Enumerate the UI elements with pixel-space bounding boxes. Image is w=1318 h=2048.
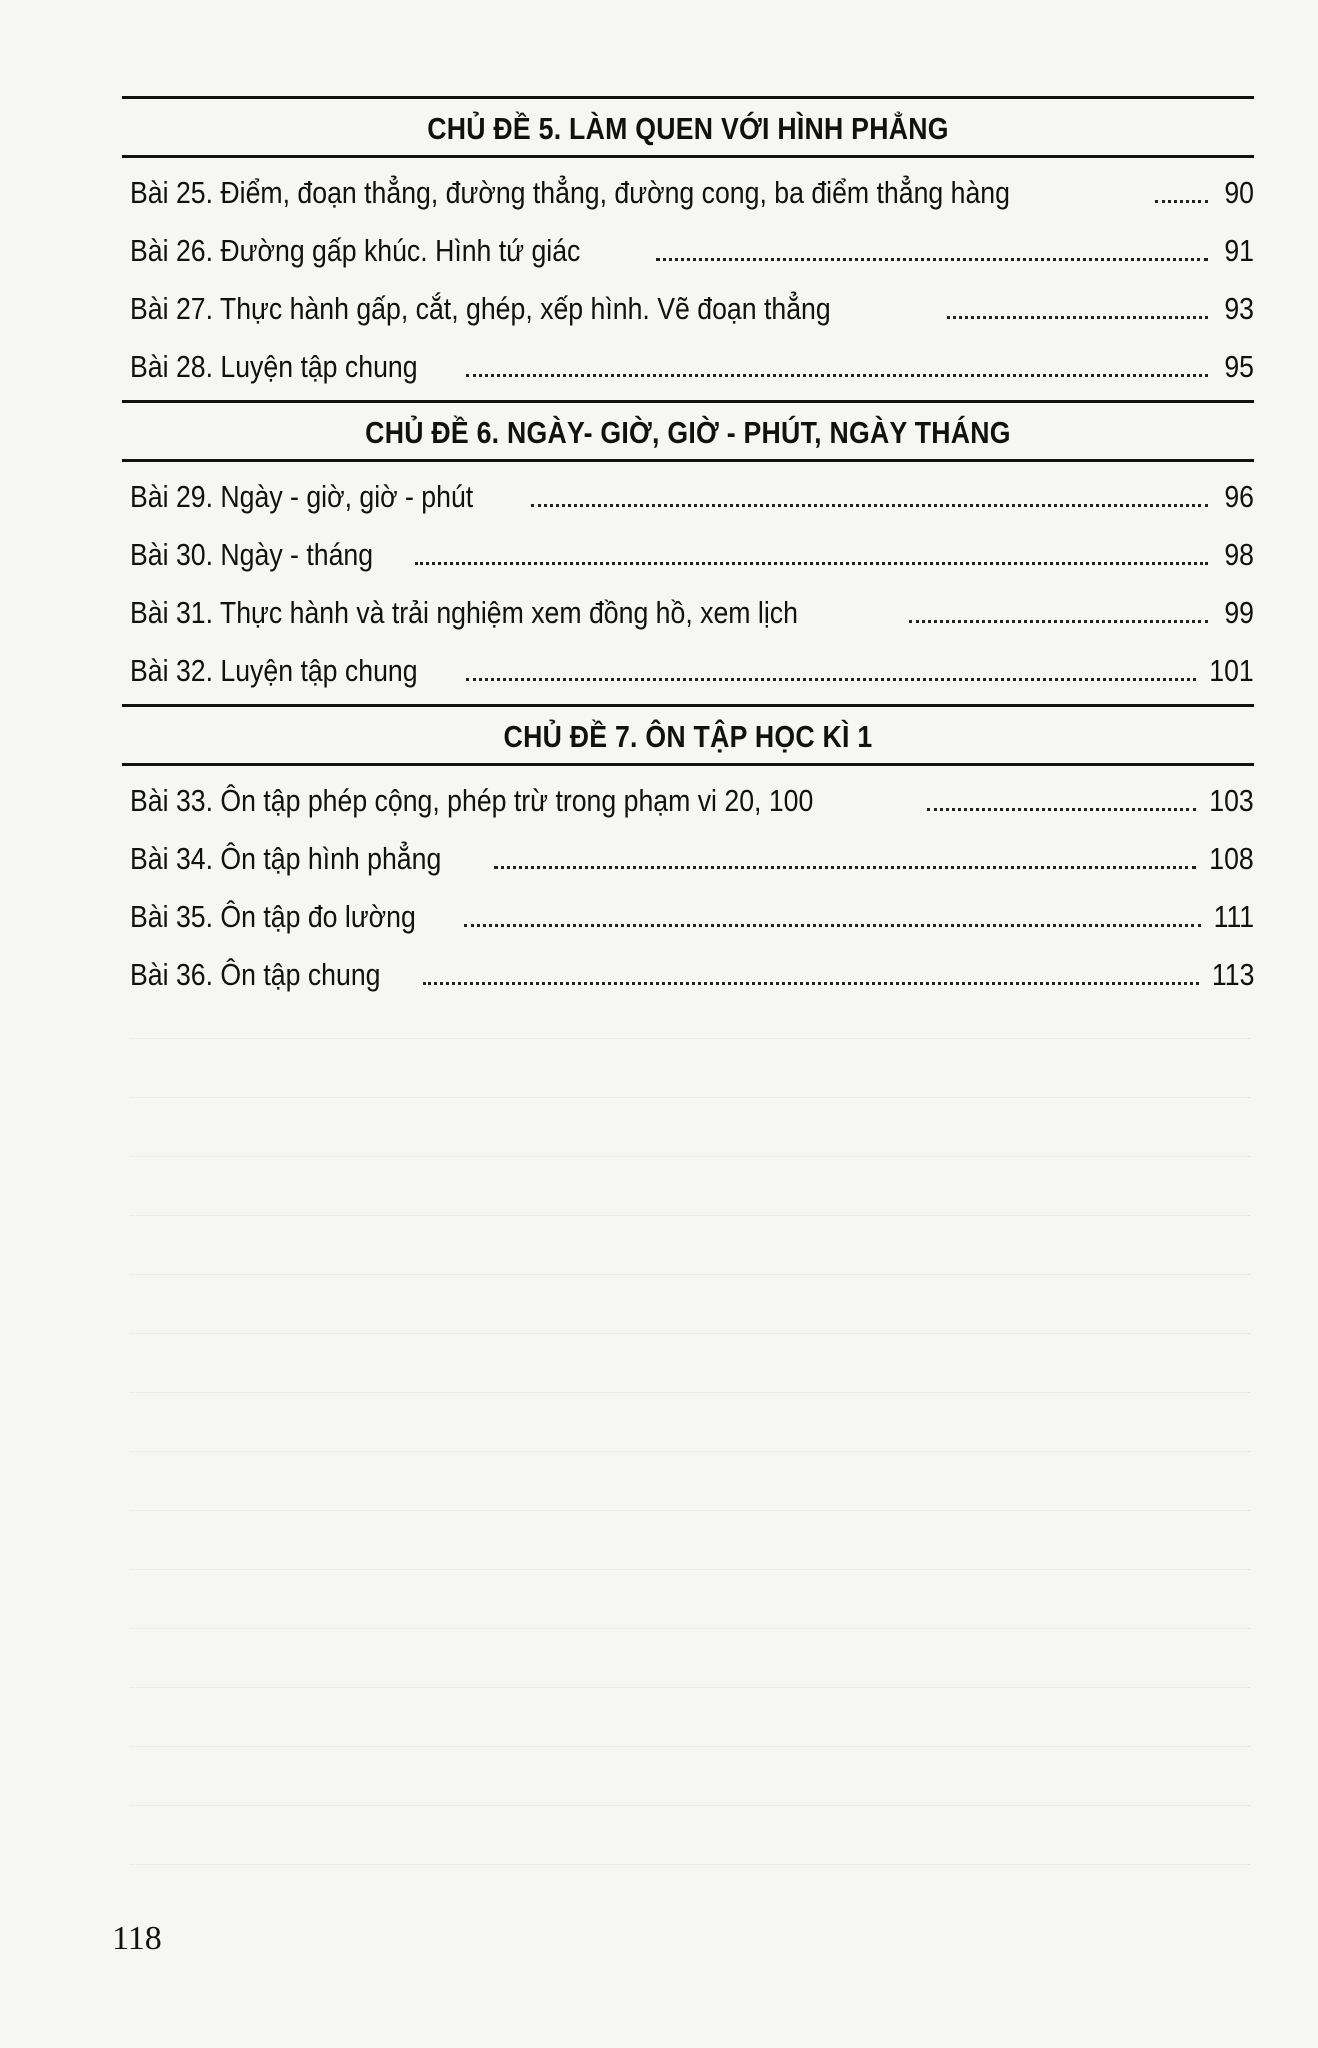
section-heading: CHỦ ĐỀ 7. ÔN TẬP HỌC KÌ 1 xyxy=(503,719,873,754)
toc-entry-title: Bài 32. Luyện tập chung xyxy=(130,653,418,688)
dot-leader xyxy=(466,374,1208,377)
dot-leader xyxy=(531,504,1208,507)
toc-entry[interactable] xyxy=(130,280,1254,338)
toc-entry-page: 96 xyxy=(1224,479,1254,514)
dot-leader xyxy=(1155,200,1208,203)
toc-entry[interactable] xyxy=(130,526,1254,584)
toc-entry-page: 95 xyxy=(1224,349,1254,384)
toc-entry[interactable] xyxy=(130,338,1254,396)
toc-entry-page: 101 xyxy=(1209,653,1254,688)
dot-leader xyxy=(909,620,1208,623)
toc-entry-title: Bài 26. Đường gấp khúc. Hình tứ giác xyxy=(130,233,581,268)
dot-leader xyxy=(927,808,1197,811)
toc-entry-title: Bài 35. Ôn tập đo lường xyxy=(130,899,416,934)
section-heading: CHỦ ĐỀ 5. LÀM QUEN VỚI HÌNH PHẲNG xyxy=(427,111,949,146)
toc-entry[interactable] xyxy=(130,642,1254,700)
toc-entry-page: 103 xyxy=(1209,783,1254,818)
toc-entry-page: 98 xyxy=(1224,537,1254,572)
section-entries xyxy=(122,766,1254,1008)
dot-leader xyxy=(464,924,1201,927)
dot-leader xyxy=(494,866,1196,869)
toc-entry[interactable] xyxy=(130,468,1254,526)
toc-entry[interactable] xyxy=(130,888,1254,946)
toc-entry-page: 91 xyxy=(1224,233,1254,268)
toc-entry[interactable] xyxy=(130,164,1254,222)
page-number: 118 xyxy=(112,1920,162,1957)
toc-entry-title: Bài 31. Thực hành và trải nghiệm xem đồng hồ, xem lịch xyxy=(130,595,798,630)
toc-entry[interactable] xyxy=(130,584,1254,642)
toc-entry[interactable] xyxy=(130,222,1254,280)
dot-leader xyxy=(947,316,1208,319)
toc-entry-title: Bài 36. Ôn tập chung xyxy=(130,957,381,992)
toc-entry-title: Bài 29. Ngày - giờ, giờ - phút xyxy=(130,479,474,514)
toc-entry-title: Bài 27. Thực hành gấp, cắt, ghép, xếp hình. Vẽ đoạn thẳng xyxy=(130,291,831,326)
toc-entry-title: Bài 30. Ngày - tháng xyxy=(130,537,374,572)
bleed-through-texture xyxy=(130,980,1250,1865)
dot-leader xyxy=(466,678,1196,681)
toc-entry-page: 111 xyxy=(1213,899,1254,934)
toc-entry-page: 113 xyxy=(1211,957,1254,992)
dot-leader xyxy=(656,258,1208,261)
section-entries xyxy=(122,158,1254,400)
toc-entry[interactable] xyxy=(130,830,1254,888)
section-entries xyxy=(122,462,1254,704)
toc-entry-title: Bài 25. Điểm, đoạn thẳng, đường thẳng, đường cong, ba điểm thẳng hàng xyxy=(130,175,1010,210)
toc-entry-title: Bài 34. Ôn tập hình phẳng xyxy=(130,841,442,876)
toc-entry-page: 90 xyxy=(1224,175,1254,210)
toc-entry-page: 99 xyxy=(1224,595,1254,630)
toc-entry-title: Bài 28. Luyện tập chung xyxy=(130,349,418,384)
section-heading: CHỦ ĐỀ 6. NGÀY- GIỜ, GIỜ - PHÚT, NGÀY THÁNG xyxy=(365,415,1011,450)
toc-entry-title: Bài 33. Ôn tập phép cộng, phép trừ trong phạm vi 20, 100 xyxy=(130,783,814,818)
dot-leader xyxy=(423,982,1198,985)
toc-entry[interactable] xyxy=(130,946,1254,1004)
dot-leader xyxy=(415,562,1208,565)
toc-entry[interactable] xyxy=(130,772,1254,830)
toc-entry-page: 108 xyxy=(1209,841,1254,876)
toc-entry-page: 93 xyxy=(1224,291,1254,326)
table-of-contents xyxy=(122,96,1254,1008)
